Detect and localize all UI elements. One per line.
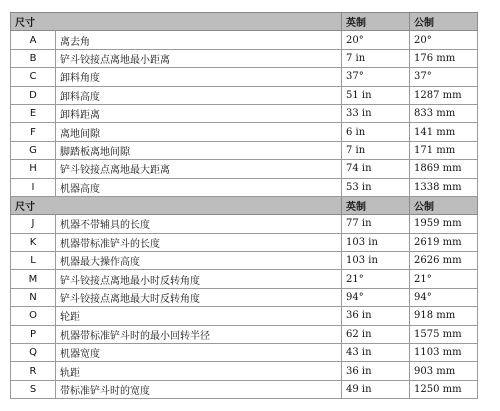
row-imperial-value: 51 in — [342, 86, 410, 104]
table-row — [11, 307, 478, 325]
row-description: 铲斗铰接点离地最大距离 — [56, 160, 342, 178]
row-description: 机器带标准铲斗时的最小回转半径 — [56, 325, 342, 343]
row-imperial-value: 53 in — [342, 178, 410, 196]
row-id: F — [11, 123, 56, 141]
table-row — [11, 380, 478, 398]
row-metric-value: 1869 mm — [410, 160, 478, 178]
table-row — [11, 68, 478, 86]
row-id: P — [11, 325, 56, 343]
row-imperial-value: 20° — [342, 31, 410, 49]
row-id: L — [11, 252, 56, 270]
row-description: 轨距 — [56, 362, 342, 380]
table-header-row — [11, 196, 478, 214]
table-row — [11, 49, 478, 67]
row-imperial-value: 37° — [342, 68, 410, 86]
row-metric-value: 1575 mm — [410, 325, 478, 343]
row-description: 铲斗铰接点离地最小时反转角度 — [56, 270, 342, 288]
row-imperial-value: 74 in — [342, 160, 410, 178]
row-imperial-value: 49 in — [342, 380, 410, 398]
row-imperial-value: 77 in — [342, 215, 410, 233]
table-row — [11, 362, 478, 380]
row-description: 卸料高度 — [56, 86, 342, 104]
row-description: 机器高度 — [56, 178, 342, 196]
row-id: Q — [11, 344, 56, 362]
dimensions-table-body — [11, 13, 478, 399]
row-id: B — [11, 49, 56, 67]
row-metric-value: 1287 mm — [410, 86, 478, 104]
row-description: 铲斗铰接点离地最小距离 — [56, 49, 342, 67]
row-imperial-value: 33 in — [342, 104, 410, 122]
row-description: 带标准铲斗时的宽度 — [56, 380, 342, 398]
row-id: S — [11, 380, 56, 398]
row-metric-value: 2626 mm — [410, 252, 478, 270]
row-id: N — [11, 288, 56, 306]
table-row — [11, 31, 478, 49]
row-metric-value: 141 mm — [410, 123, 478, 141]
row-description: 机器不带辅具的长度 — [56, 215, 342, 233]
row-imperial-value: 36 in — [342, 362, 410, 380]
row-id: H — [11, 160, 56, 178]
header-imperial: 英制 — [342, 196, 410, 214]
row-metric-value: 1338 mm — [410, 178, 478, 196]
table-row — [11, 104, 478, 122]
row-imperial-value: 7 in — [342, 141, 410, 159]
row-metric-value: 1959 mm — [410, 215, 478, 233]
table-row — [11, 325, 478, 343]
header-metric: 公制 — [410, 196, 478, 214]
header-metric: 公制 — [410, 13, 478, 31]
row-id: R — [11, 362, 56, 380]
table-row — [11, 344, 478, 362]
table-header-row — [11, 13, 478, 31]
row-id: A — [11, 31, 56, 49]
row-description: 机器宽度 — [56, 344, 342, 362]
dimensions-table — [10, 12, 478, 399]
row-metric-value: 903 mm — [410, 362, 478, 380]
row-imperial-value: 7 in — [342, 49, 410, 67]
table-row — [11, 160, 478, 178]
table-row — [11, 288, 478, 306]
spec-sheet — [10, 12, 477, 399]
row-id: M — [11, 270, 56, 288]
row-description: 卸料角度 — [56, 68, 342, 86]
row-id: J — [11, 215, 56, 233]
row-description: 离地间隙 — [56, 123, 342, 141]
row-description: 离去角 — [56, 31, 342, 49]
row-metric-value: 833 mm — [410, 104, 478, 122]
row-metric-value: 37° — [410, 68, 478, 86]
row-imperial-value: 62 in — [342, 325, 410, 343]
table-row — [11, 141, 478, 159]
row-description: 机器最大操作高度 — [56, 252, 342, 270]
row-imperial-value: 21° — [342, 270, 410, 288]
table-row — [11, 123, 478, 141]
row-metric-value: 20° — [410, 31, 478, 49]
row-metric-value: 171 mm — [410, 141, 478, 159]
table-row — [11, 270, 478, 288]
row-description: 脚踏板离地间隙 — [56, 141, 342, 159]
table-row — [11, 178, 478, 196]
row-imperial-value: 103 in — [342, 252, 410, 270]
row-imperial-value: 43 in — [342, 344, 410, 362]
row-metric-value: 21° — [410, 270, 478, 288]
row-metric-value: 176 mm — [410, 49, 478, 67]
table-row — [11, 215, 478, 233]
table-row — [11, 233, 478, 251]
row-imperial-value: 94° — [342, 288, 410, 306]
row-id: D — [11, 86, 56, 104]
row-metric-value: 1103 mm — [410, 344, 478, 362]
row-description: 机器带标准铲斗的长度 — [56, 233, 342, 251]
row-metric-value: 1250 mm — [410, 380, 478, 398]
header-dimension: 尺寸 — [11, 196, 342, 214]
row-metric-value: 2619 mm — [410, 233, 478, 251]
row-id: E — [11, 104, 56, 122]
row-id: O — [11, 307, 56, 325]
table-row — [11, 86, 478, 104]
row-description: 卸料距离 — [56, 104, 342, 122]
row-metric-value: 918 mm — [410, 307, 478, 325]
header-imperial: 英制 — [342, 13, 410, 31]
row-id: I — [11, 178, 56, 196]
row-imperial-value: 103 in — [342, 233, 410, 251]
table-row — [11, 252, 478, 270]
row-id: G — [11, 141, 56, 159]
row-metric-value: 94° — [410, 288, 478, 306]
row-id: C — [11, 68, 56, 86]
row-imperial-value: 6 in — [342, 123, 410, 141]
row-description: 轮距 — [56, 307, 342, 325]
row-description: 铲斗铰接点离地最大时反转角度 — [56, 288, 342, 306]
row-imperial-value: 36 in — [342, 307, 410, 325]
header-dimension: 尺寸 — [11, 13, 342, 31]
row-id: K — [11, 233, 56, 251]
